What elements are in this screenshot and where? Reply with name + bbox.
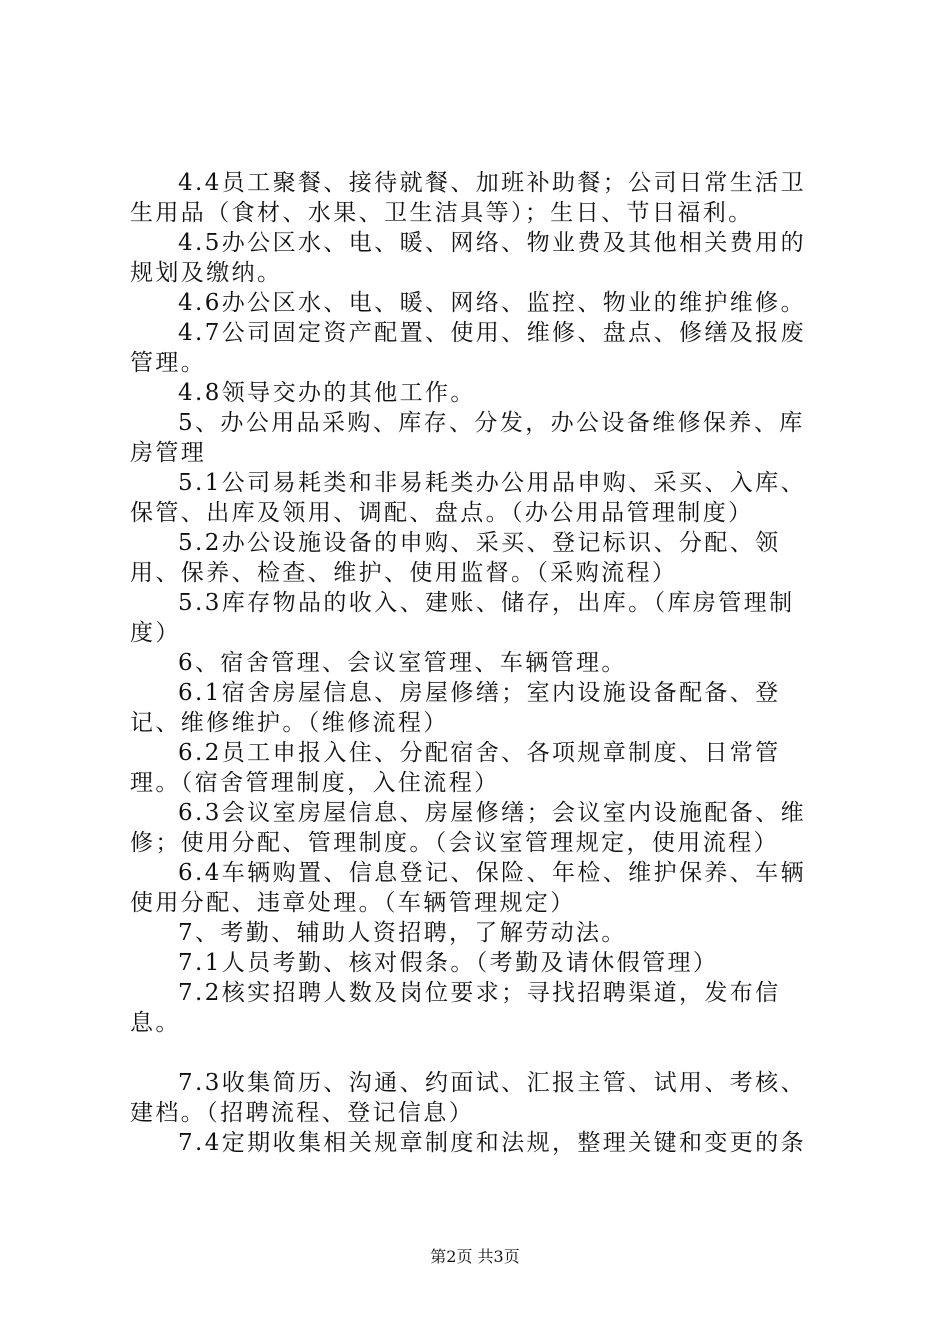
paragraph-4-4: 4.4员工聚餐、接待就餐、加班补助餐；公司日常生活卫生用品（食材、水果、卫生洁具等）；生日、节日福利。: [130, 170, 806, 226]
section-heading-7: 7、考勤、辅助人资招聘，了解劳动法。: [178, 920, 627, 946]
paragraph-6-2: 6.2员工申报入住、分配宿舍、各项规章制度、日常管理。（宿舍管理制度，入住流程）: [130, 740, 781, 796]
paragraph-5-1: 5.1公司易耗类和非易耗类办公用品申购、采买、入库、保管、出库及领用、调配、盘点。（办公用品管理制度）: [130, 470, 806, 526]
paragraph-6-1: 6.1宿舍房屋信息、房屋修缮；室内设施设备配备、登记、维修维护。（维修流程）: [130, 680, 781, 736]
paragraph-5-2: 5.2办公设施设备的申购、采买、登记标识、分配、领用、保养、检查、维护、使用监督。（采购流程）: [130, 530, 781, 586]
section-heading-6: 6、宿舍管理、会议室管理、车辆管理。: [178, 650, 627, 676]
blank-line: [130, 1038, 830, 1068]
document-body: [130, 168, 830, 1158]
paragraph-5-3: 5.3库存物品的收入、建账、储存，出库。（库房管理制度）: [130, 590, 795, 646]
paragraph-7-3: 7.3收集简历、沟通、约面试、汇报主管、试用、考核、建档。（招聘流程、登记信息）: [130, 1070, 806, 1126]
paragraph-6-3: 6.3会议室房屋信息、房屋修缮；会议室内设施配备、维修；使用分配、管理制度。（会议室管理规定，使用流程）: [130, 800, 806, 856]
paragraph-4-7: 4.7公司固定资产配置、使用、维修、盘点、修缮及报废管理。: [130, 320, 806, 376]
paragraph-7-1: 7.1人员考勤、核对假条。（考勤及请休假管理）: [178, 950, 719, 976]
paragraph-4-8: 4.8领导交办的其他工作。: [178, 380, 476, 406]
page-number-footer: 第2页 共3页: [430, 1247, 520, 1266]
paragraph-4-5: 4.5办公区水、电、暖、网络、物业费及其他相关费用的规划及缴纳。: [130, 230, 806, 286]
paragraph-7-4: 7.4定期收集相关规章制度和法规，整理关键和变更的条: [178, 1130, 806, 1156]
paragraph-4-6: 4.6办公区水、电、暖、网络、监控、物业的维护维修。: [178, 290, 806, 316]
section-heading-5: 5、办公用品采购、库存、分发，办公设备维修保养、库房管理: [130, 410, 805, 466]
paragraph-6-4: 6.4车辆购置、信息登记、保险、年检、维护保养、车辆使用分配、违章处理。（车辆管理规定）: [130, 860, 806, 916]
paragraph-7-2: 7.2核实招聘人数及岗位要求；寻找招聘渠道，发布信息。: [130, 980, 781, 1036]
